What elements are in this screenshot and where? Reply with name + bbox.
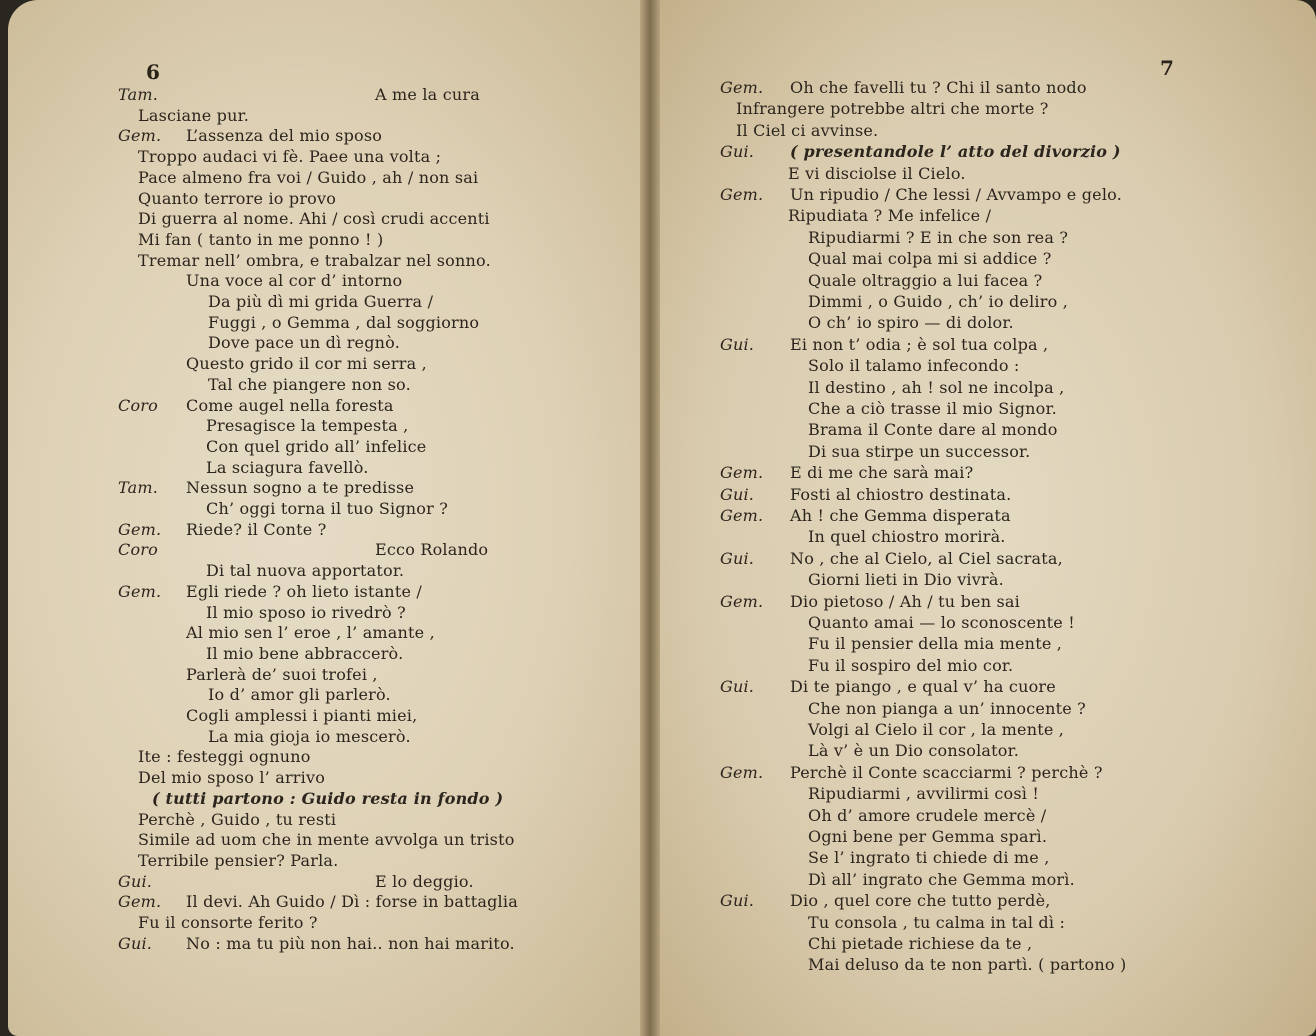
speaker-label: Gem. xyxy=(118,126,162,146)
verse-line: Lasciane pur. xyxy=(138,105,249,125)
verse-line: Fu il pensier della mia mente , xyxy=(808,634,1063,654)
verse-line: Come augel nella foresta xyxy=(186,395,394,415)
verse-line: Egli riede ? oh lieto istante / xyxy=(186,581,422,601)
verse-line: Pace almeno fra voi / Guido , ah / non sai xyxy=(138,167,479,187)
speaker-label: Gui. xyxy=(720,548,755,568)
speaker-label: Gem. xyxy=(720,591,764,611)
verse-line: Con quel grido all’ infelice xyxy=(206,436,427,456)
verse-line: Tu consola , tu calma in tal dì : xyxy=(808,912,1066,932)
speaker-label: Gem. xyxy=(720,762,764,782)
book-gutter xyxy=(640,0,660,1036)
verse-line: Ei non t’ odia ; è sol tua colpa , xyxy=(790,334,1049,354)
verse-line: Mi fan ( tanto in me ponno ! ) xyxy=(138,229,384,249)
speaker-label: Gem. xyxy=(118,581,162,601)
verse-line: No : ma tu più non hai.. non hai marito. xyxy=(186,933,515,953)
verse-line: Ah ! che Gemma disperata xyxy=(790,506,1011,525)
verse-line: Ripudiarmi ? E in che son rea ? xyxy=(808,227,1069,247)
speaker-label: Gem. xyxy=(720,463,764,483)
speaker-label: Gui. xyxy=(720,334,755,354)
verse-line: Perchè , Guido , tu resti xyxy=(138,809,337,829)
stage-direction: ( presentandole l’ atto del divorzio ) xyxy=(790,142,1121,162)
verse-line: O ch’ io spiro — di dolor. xyxy=(808,313,1014,333)
verse-line: Troppo audaci vi fè. Paee una volta ; xyxy=(138,147,442,167)
verse-line: Mai deluso da te non partì. ( partono ) xyxy=(808,955,1127,975)
verse-line: Dì all’ ingrato che Gemma morì. xyxy=(808,869,1075,889)
verse-line: Perchè il Conte scacciarmi ? perchè ? xyxy=(790,762,1103,782)
verse-line: Ogni bene per Gemma sparì. xyxy=(808,827,1048,846)
verse-line: Là v’ è un Dio consolator. xyxy=(808,741,1020,761)
verse-line: Dio , quel core che tutto perdè, xyxy=(790,891,1051,911)
verse-line: Solo il talamo infecondo : xyxy=(808,356,1020,376)
verse-line: Tremar nell’ ombra, e trabalzar nel sonno. xyxy=(138,250,491,270)
verse-line: Dove pace un dì regnò. xyxy=(208,333,400,353)
verse-line: In quel chiostro morirà. xyxy=(808,527,1006,547)
left-page-number: 6 xyxy=(146,60,160,84)
verse-line: Il Ciel ci avvinse. xyxy=(736,120,879,140)
verse-line: Fu il consorte ferito ? xyxy=(138,913,318,932)
verse-line: Quanto terrore io provo xyxy=(138,188,337,208)
verse-line: No , che al Cielo, al Ciel sacrata, xyxy=(790,548,1063,568)
verse-line: Ecco Rolando xyxy=(375,540,489,560)
verse-line: A me la cura xyxy=(375,85,480,104)
speaker-label: Tam. xyxy=(118,478,159,498)
speaker-label: Gui. xyxy=(118,871,153,891)
verse-line: Terribile pensier? Parla. xyxy=(138,850,339,870)
stage-direction: ( tutti partono : Guido resta in fondo ) xyxy=(152,788,504,808)
verse-line: Presagisce la tempesta , xyxy=(206,416,409,436)
verse-line: Nessun sogno a te predisse xyxy=(186,478,415,498)
verse-line: Di guerra al nome. Ahi / così crudi accenti xyxy=(138,209,490,229)
speaker-label: Gem. xyxy=(720,506,764,525)
verse-line: Da più dì mi grida Guerra / xyxy=(208,292,434,311)
verse-line: Ite : festeggi ognuno xyxy=(138,747,311,767)
verse-line: Il mio bene abbraccerò. xyxy=(206,643,404,663)
verse-line: Qual mai colpa mi si addice ? xyxy=(808,249,1052,269)
speaker-label: Gui. xyxy=(720,677,755,697)
verse-line: E vi disciolse il Cielo. xyxy=(788,163,966,183)
verse-line: E lo deggio. xyxy=(375,871,474,891)
speaker-label: Gem. xyxy=(118,892,162,912)
verse-line: Giorni lieti in Dio vivrà. xyxy=(808,570,1004,590)
verse-line: L’assenza del mio sposo xyxy=(186,126,383,146)
verse-line: Il mio sposo io rivedrò ? xyxy=(206,602,406,622)
speaker-label: Tam. xyxy=(118,85,159,104)
speaker-label: Gui. xyxy=(118,933,153,953)
verse-line: Simile ad uom che in mente avvolga un tristo xyxy=(138,830,515,850)
verse-line: Il devi. Ah Guido / Dì : forse in battaglia xyxy=(186,892,518,912)
verse-line: La sciagura favellò. xyxy=(206,457,369,477)
verse-line: Ch’ oggi torna il tuo Signor ? xyxy=(206,499,449,518)
verse-line: Fosti al chiostro destinata. xyxy=(790,484,1012,504)
verse-line: Riede? il Conte ? xyxy=(186,519,327,539)
verse-line: Un ripudio / Che lessi / Avvampo e gelo. xyxy=(790,185,1123,204)
verse-line: Infrangere potrebbe altri che morte ? xyxy=(736,99,1049,119)
verse-line: La mia gioja io mescerò. xyxy=(208,726,411,746)
speaker-label: Gui. xyxy=(720,891,755,911)
verse-line: Di sua stirpe un successor. xyxy=(808,441,1031,461)
verse-line: Una voce al cor d’ intorno xyxy=(186,271,403,291)
verse-line: Al mio sen l’ eroe , l’ amante , xyxy=(186,623,435,643)
verse-line: Volgi al Cielo il cor , la mente , xyxy=(808,720,1065,739)
verse-line: Chi pietade richiese da te , xyxy=(808,934,1033,953)
verse-line: Dio pietoso / Ah / tu ben sai xyxy=(790,591,1020,611)
verse-line: Di tal nuova apportator. xyxy=(206,561,405,581)
verse-line: Dimmi , o Guido , ch’ io deliro , xyxy=(808,292,1068,311)
verse-line: Brama il Conte dare al mondo xyxy=(808,420,1058,440)
verse-line: Quale oltraggio a lui facea ? xyxy=(808,270,1043,290)
verse-line: Ripudiata ? Me infelice / xyxy=(788,206,992,226)
verse-line: Il destino , ah ! sol ne incolpa , xyxy=(808,377,1065,397)
speaker-label: Gem. xyxy=(118,519,162,539)
verse-line: Oh d’ amore crudele mercè / xyxy=(808,805,1047,825)
speaker-label: Gui. xyxy=(720,142,755,162)
verse-line: Del mio sposo l’ arrivo xyxy=(138,768,326,788)
verse-line: Se l’ ingrato ti chiede di me , xyxy=(808,848,1050,868)
speaker-label: Coro xyxy=(118,540,158,560)
speaker-label: Coro xyxy=(118,395,158,415)
verse-line: Di te piango , e qual v’ ha cuore xyxy=(790,677,1056,697)
verse-line: Che non pianga a un’ innocente ? xyxy=(808,698,1086,718)
verse-line: Fu il sospiro del mio cor. xyxy=(808,655,1014,675)
verse-line: Parlerà de’ suoi trofei , xyxy=(186,664,378,684)
verse-line: Tal che piangere non so. xyxy=(208,374,411,394)
verse-line: Fuggi , o Gemma , dal soggiorno xyxy=(208,312,480,332)
speaker-label: Gem. xyxy=(720,185,764,204)
verse-line: Io d’ amor gli parlerò. xyxy=(208,685,391,705)
speaker-label: Gui. xyxy=(720,484,755,504)
verse-line: Cogli amplessi i pianti miei, xyxy=(186,706,418,725)
verse-line: Ripudiarmi , avvilirmi così ! xyxy=(808,784,1040,804)
verse-line: E di me che sarà mai? xyxy=(790,463,974,483)
verse-line: Quanto amai — lo sconoscente ! xyxy=(808,613,1075,632)
verse-line: Questo grido il cor mi serra , xyxy=(186,354,427,374)
speaker-label: Gem. xyxy=(720,78,764,97)
verse-line: Oh che favelli tu ? Chi il santo nodo xyxy=(790,78,1087,97)
right-page-number: 7 xyxy=(1160,56,1174,80)
verse-line: Che a ciò trasse il mio Signor. xyxy=(808,399,1057,418)
